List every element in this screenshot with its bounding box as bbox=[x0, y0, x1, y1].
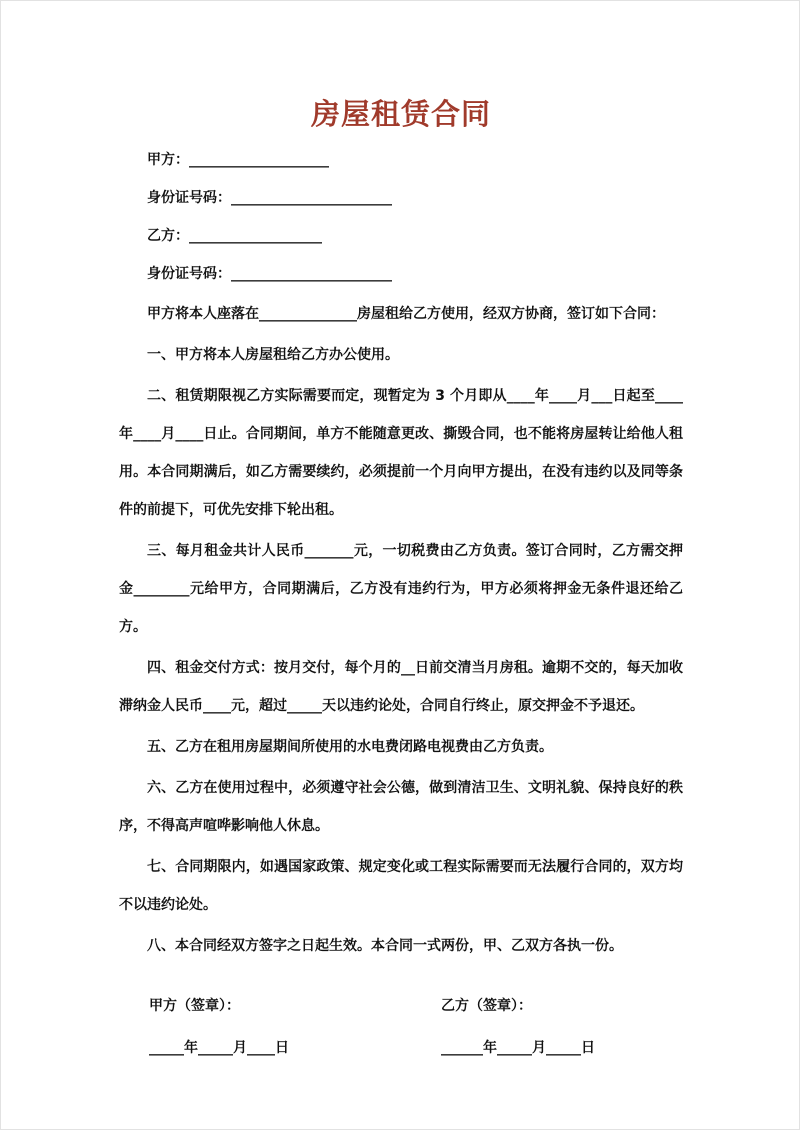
clause-4: 四、租金交付方式：按月交付，每个月的__日前交清当月房租。逾期不交的，每天加收滞纳金人民币____元，超过_____天以违约论处，合同自行终止，原交押金不予退还。 bbox=[119, 660, 683, 714]
page-title: 房屋租赁合同 bbox=[310, 97, 491, 131]
clause-3: 三、每月租金共计人民币_______元，一切税费由乙方负责。签订合同时，乙方需交押金________元给甲方，合同期满后，乙方没有违约行为，甲方必须将押金无条件退还给乙方。 bbox=[119, 543, 683, 635]
party-b-field: 乙方：___________________ bbox=[147, 228, 322, 244]
clause-5: 五、乙方在租用房屋期间所使用的水电费闭路电视费由乙方负责。 bbox=[147, 739, 553, 755]
party-a-field: 甲方：____________________ bbox=[147, 152, 329, 168]
signature-date-row bbox=[119, 1029, 683, 1067]
party-b-signature-label: 乙方（签章）： bbox=[441, 998, 532, 1014]
party-a-signature-label: 甲方（签章）： bbox=[149, 998, 240, 1014]
party-b-date-line: ______年_____月_____日 bbox=[441, 1040, 595, 1056]
party-a-date-line: _____年_____月____日 bbox=[149, 1040, 289, 1056]
clause-7: 七、合同期限内，如遇国家政策、规定变化或工程实际需要而无法履行合同的，双方均不以违约论处。 bbox=[119, 859, 683, 913]
clause-1: 一、甲方将本人房屋租给乙方办公使用。 bbox=[147, 347, 399, 363]
clause-6: 六、乙方在使用过程中，必须遵守社会公德，做到清洁卫生、文明礼貌、保持良好的秩序，不得高声喧哗影响他人休息。 bbox=[119, 780, 683, 834]
signature-row bbox=[119, 987, 683, 1025]
party-fields bbox=[119, 141, 683, 293]
party-b-id-field: 身份证号码：_______________________ bbox=[147, 266, 392, 282]
party-a-id-field: 身份证号码：_______________________ bbox=[147, 190, 392, 206]
intro-paragraph: 甲方将本人座落在______________房屋租给乙方使用，经双方协商，签订如下合同： bbox=[147, 306, 665, 322]
clause-8: 八、本合同经双方签字之日起生效。本合同一式两份，甲、乙双方各执一份。 bbox=[147, 938, 623, 954]
clause-2: 二、租赁期限视乙方实际需要而定，现暂定为 3 个月即从____年____月___日起至____年____月____日止。合同期间，单方不能随意更改、撕毁合同，也不能将房屋转让给他人租用。本合同期满后，如乙方需要续约，必须提前一个月向甲方提出，在没有违约以及同等条件的前提下，可优先安排下轮出租。 bbox=[119, 388, 683, 518]
